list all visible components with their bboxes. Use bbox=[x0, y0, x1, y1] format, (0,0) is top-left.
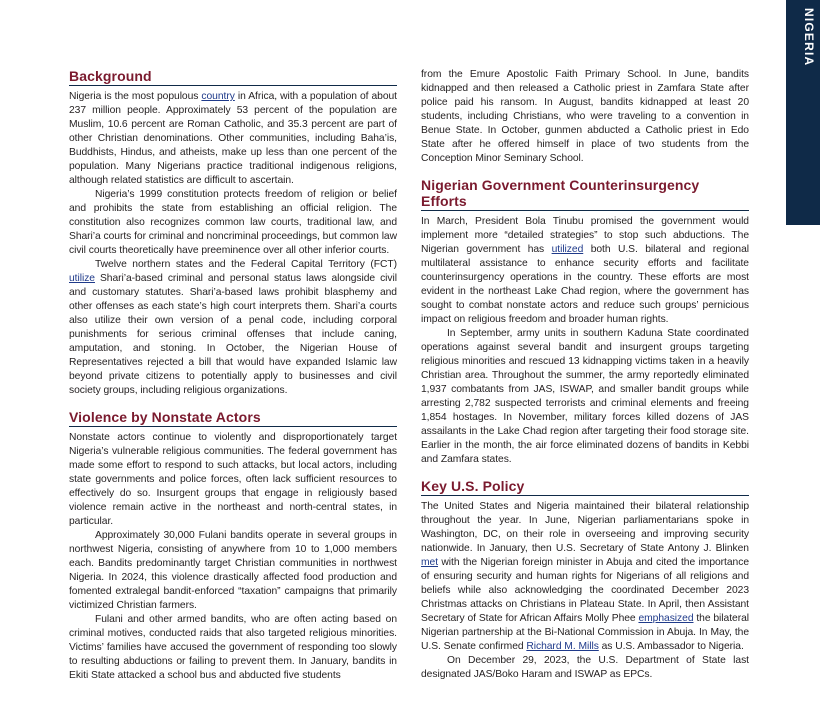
policy-body bbox=[421, 500, 749, 682]
utilize-link[interactable]: utilize bbox=[69, 273, 95, 284]
violence-paragraph-2: Approximately 30,000 Fulani bandits operate in several groups in northwest Nigeria, consisting of anywhere from 10 to 1,000 members each. Bandits predominantly target Christian communities in northwest Nigeria. In 2024, this violence drastically affected food production and fomented extralegal bandit-enforced “taxation” campaigns that primarily victimized Christian farmers. bbox=[69, 530, 397, 611]
background-body bbox=[69, 90, 397, 398]
met-link[interactable]: met bbox=[421, 557, 439, 568]
policy-heading: Key U.S. Policy bbox=[421, 478, 749, 496]
left-column bbox=[69, 68, 397, 683]
background-paragraph-3: Twelve northern states and the Federal Capital Territory (FCT) utilize Shari’a-based criminal and personal status laws alongside civil and customary statutes. Shari’a-based laws prohibit blasphemy and other offenses as each state’s high court interprets them. Shari’a courts also utilize their own version of a penal code, including corporal punishments for serious criminal offenses that include caning, amputation, and stoning. In October, the Nigerian House of Representatives rejected a bill that would have expanded Islamic law beyond private citizens to potentially apply to businesses and civil society groups, including religious organizations. bbox=[69, 259, 397, 396]
country-tab bbox=[786, 0, 820, 225]
country-link[interactable]: country bbox=[201, 91, 235, 102]
right-column bbox=[421, 68, 749, 682]
emphasized-link[interactable]: emphasized bbox=[638, 613, 694, 624]
violence-heading: Violence by Nonstate Actors bbox=[69, 409, 397, 427]
counterinsurgency-heading: Nigerian Government Counterinsurgency Efforts bbox=[421, 177, 749, 211]
counterinsurgency-paragraph-1: In March, President Bola Tinubu promised the government would implement more “detailed strategies” to stop such abductions. The Nigerian government has utilized both U.S. bilateral and regional multilateral assistance to enhance security efforts and facilitate counterinsurgency operations in the country. These efforts are most evident in the northeast Lake Chad region, where the government has sought to combat nonstate actors and reduce such groups’ pernicious impact on religious freedom and broader human rights. bbox=[421, 216, 749, 325]
violence-paragraph-1: Nonstate actors continue to violently and disproportionately target Nigeria’s vulnerable religious communities. The federal government has made some effort to respond to such attacks, but local actors, including state governments and police forces, often lack sufficient resources to effectively do so. Insurgent groups that engage in religiously based violence remain active in the northeast and north-central states, in particular. bbox=[69, 432, 397, 527]
country-tab-label: NIGERIA bbox=[802, 8, 816, 67]
policy-paragraph-1: The United States and Nigeria maintained their bilateral relationship throughout the year. In June, Nigerian parliamentarians spoke in Washington, DC, on their role in overseeing and improving security nationwide. In January, then U.S. Secretary of State Antony J. Blinken met with the Nigerian foreign minister in Abuja and cited the importance of ensuring security and human rights for Nigerians of all religions and beliefs while also acknowledging the coordinated December 2023 Christmas attacks on Christians in Plateau State. In April, then Assistant Secretary of State for African Affairs Molly Phee emphasized the bilateral Nigerian partnership at the Bi-National Commission in Abuja. In May, the U.S. Senate confirmed Richard M. Mills as U.S. Ambassador to Nigeria. bbox=[421, 501, 749, 652]
richard-mills-link[interactable]: Richard M. Mills bbox=[526, 641, 599, 652]
violence-body bbox=[69, 431, 397, 683]
counterinsurgency-paragraph-2: In September, army units in southern Kaduna State coordinated operations against several bandit and insurgent groups targeting religious minorities and rescued 13 kidnapping victims taken in a heavily Christian area. Throughout the summer, the army reportedly eliminated 1,937 combatants from JAS, ISWAP, and smaller bandit groups while arresting 2,782 suspected terrorists and criminal elements and freeing 1,854 hostages. In November, military forces killed dozens of JAS assailants in the Lake Chad region after targeting their food storage site. Earlier in the month, the air force eliminated dozens of bandits in Kebbi and Zamfara states. bbox=[421, 328, 749, 465]
violence-paragraph-3-continued: from the Emure Apostolic Faith Primary School. In June, bandits kidnapped and then released a Catholic priest in Zamfara State after police paid his ransom. In August, bandits kidnapped at least 20 students, including Christians, who were traveling to a convention in Benue State. In October, gunmen abducted a Catholic priest in Edo State after he offered himself in place of two students from the Conception Minor Seminary School. bbox=[421, 69, 749, 164]
background-heading: Background bbox=[69, 68, 397, 86]
utilized-link[interactable]: utilized bbox=[551, 244, 584, 255]
background-paragraph-1: Nigeria is the most populous country in Africa, with a population of about 237 million people. Approximately 53 percent of the population are Muslim, 10.6 percent are Roman Catholic, and 35.3 percent are part of other Christian denominations. Other communities, including Baha’is, Buddhists, Hindus, and atheists, make up less than one percent of the population. Many Nigerians practice traditional indigenous religions, although related statistics are difficult to ascertain. bbox=[69, 91, 397, 186]
violence-paragraph-3: Fulani and other armed bandits, who are often acting based on criminal motives, conducted raids that also targeted religious minorities. Victims’ families have accused the government of responding too slowly to resulting abductions or failing to prevent them. In January, bandits in Ekiti State attacked a school bus and abducted five students bbox=[69, 614, 397, 681]
counterinsurgency-body bbox=[421, 215, 749, 467]
background-paragraph-2: Nigeria’s 1999 constitution protects freedom of religion or belief and prohibits the state from establishing an official religion. The constitution also recognizes common law courts, traditional law, and Shari’a courts for criminal and noncriminal proceedings, but common law civil courts theoretically have preeminence over all other inferior courts. bbox=[69, 189, 397, 256]
policy-paragraph-2: On December 29, 2023, the U.S. Department of State last designated JAS/Boko Haram and ISWAP as EPCs. bbox=[421, 655, 749, 680]
